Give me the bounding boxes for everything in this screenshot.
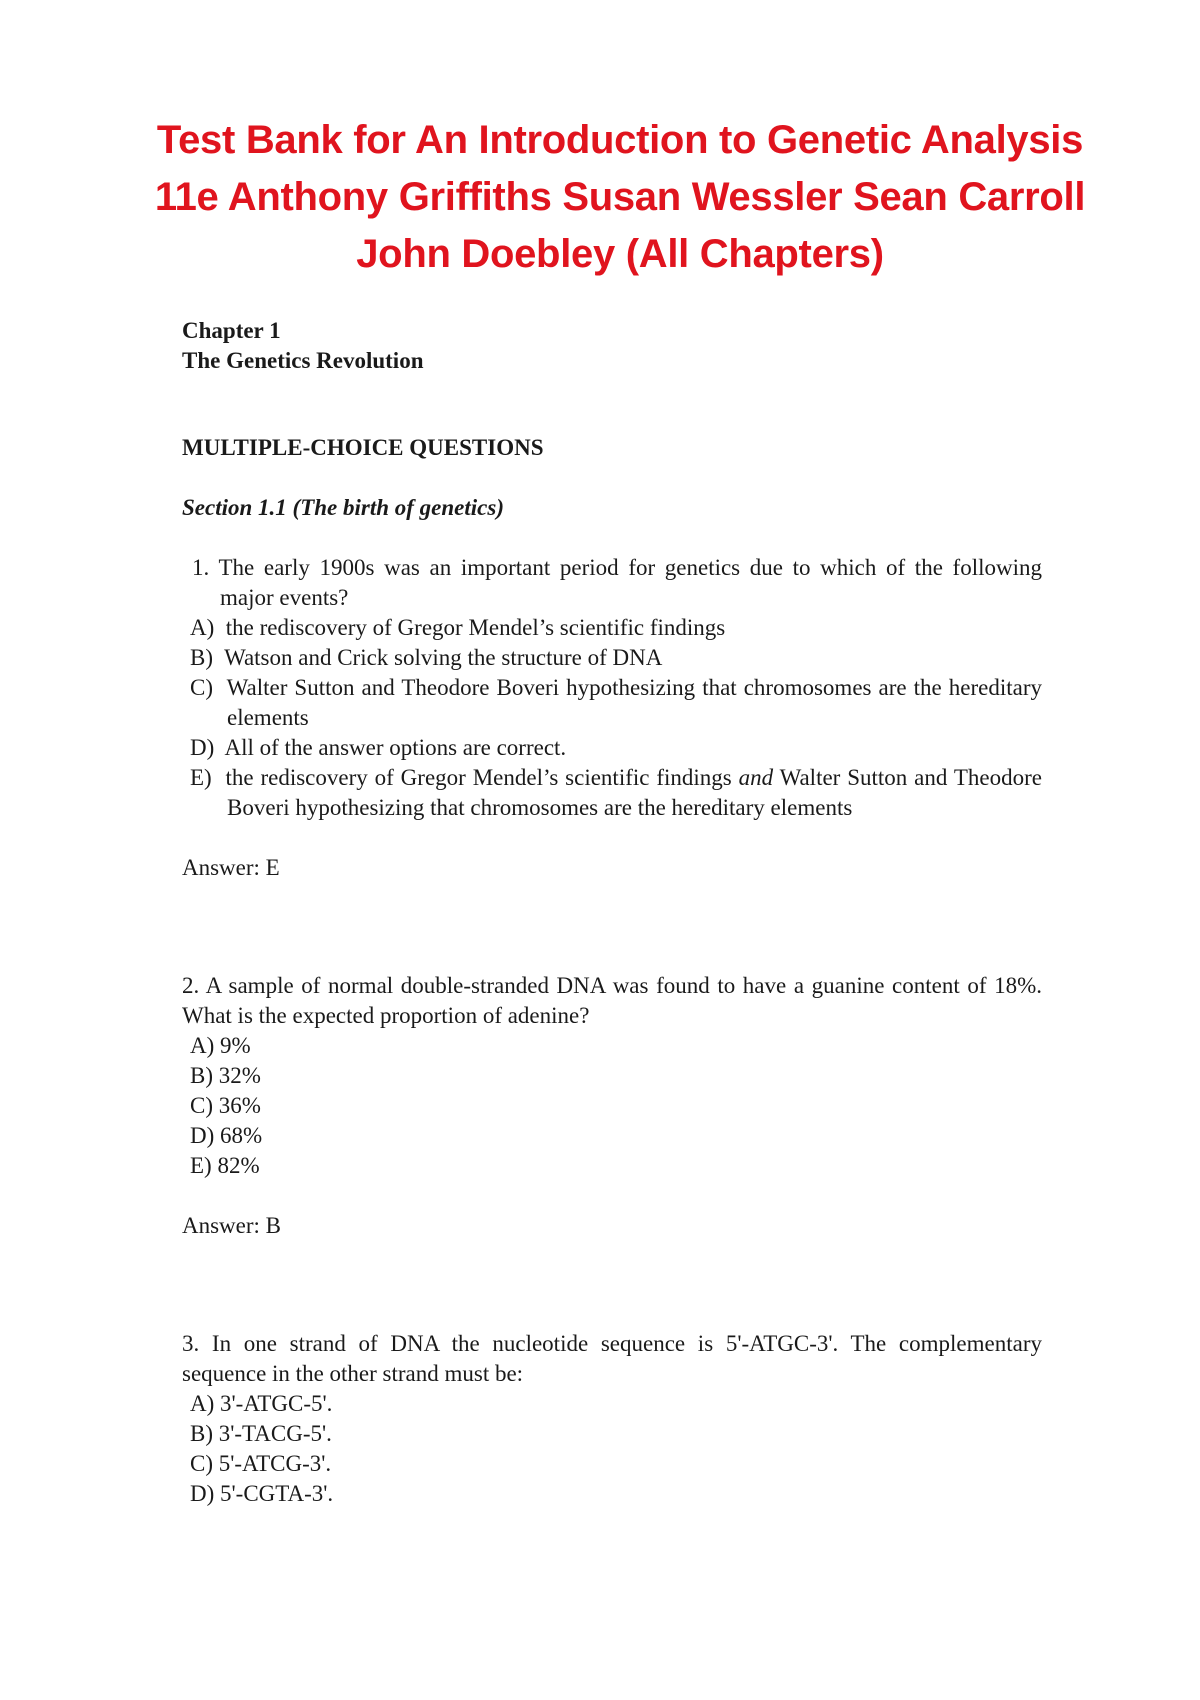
- question-3: [182, 1329, 1042, 1509]
- option-a: A) 9%: [190, 1033, 251, 1058]
- option-c: C) 5'-ATCG-3'.: [190, 1451, 332, 1476]
- section-heading: Section 1.1 (The birth of genetics): [182, 495, 504, 520]
- question-2: [182, 971, 1042, 1241]
- option-a: A) the rediscovery of Gregor Mendel’s scientific findings: [190, 615, 726, 640]
- option-a: A) 3'-ATGC-5'.: [190, 1391, 333, 1416]
- multiple-choice-heading: MULTIPLE-CHOICE QUESTIONS: [182, 435, 544, 460]
- option-c: C) 36%: [190, 1093, 261, 1118]
- option-b: B) 3'-TACG-5'.: [190, 1421, 332, 1446]
- option-d: D) 5'-CGTA-3'.: [190, 1481, 334, 1506]
- question-1: [182, 553, 1042, 883]
- question-stem: 3. In one strand of DNA the nucleotide sequence is 5'-ATGC-3'. The complementary sequence in the other strand must be:: [182, 1331, 1042, 1386]
- answer-options: [182, 613, 1042, 823]
- option-e: E) 82%: [190, 1153, 260, 1178]
- question-stem: 2. A sample of normal double-stranded DNA was found to have a guanine content of 18%. What is the expected proportion of adenine?: [182, 973, 1042, 1028]
- document-title: Test Bank for An Introduction to Genetic Analysis 11e Anthony Griffiths Susan Wessler Sean Carroll John Doebley (All Chapters): [154, 118, 1086, 276]
- chapter-number: Chapter 1: [182, 318, 281, 343]
- answer-options: [182, 1389, 1042, 1509]
- option-b: B) Watson and Crick solving the structure of DNA: [190, 645, 663, 670]
- option-e-text-start: E) the rediscovery of Gregor Mendel’s scientific findings: [190, 765, 739, 790]
- option-d: D) 68%: [190, 1123, 263, 1148]
- option-c: C) Walter Sutton and Theodore Boveri hypothesizing that chromosomes are the hereditary elements: [190, 675, 1042, 730]
- chapter-name: The Genetics Revolution: [182, 348, 424, 373]
- answer-key: Answer: B: [182, 1213, 282, 1238]
- option-e: [190, 763, 1042, 823]
- document-body: [182, 316, 1042, 1509]
- option-b: B) 32%: [190, 1063, 261, 1088]
- option-e-text-end: Walter Sutton and Theodore Boveri hypothesizing that chromosomes are the hereditary elements: [227, 765, 1042, 820]
- question-stem: 1. The early 1900s was an important period for genetics due to which of the following major events?: [192, 555, 1042, 610]
- answer-key: Answer: E: [182, 855, 280, 880]
- option-e-emphasis: and: [738, 765, 774, 790]
- answer-options: [182, 1031, 1042, 1181]
- option-d: D) All of the answer options are correct.: [190, 735, 567, 760]
